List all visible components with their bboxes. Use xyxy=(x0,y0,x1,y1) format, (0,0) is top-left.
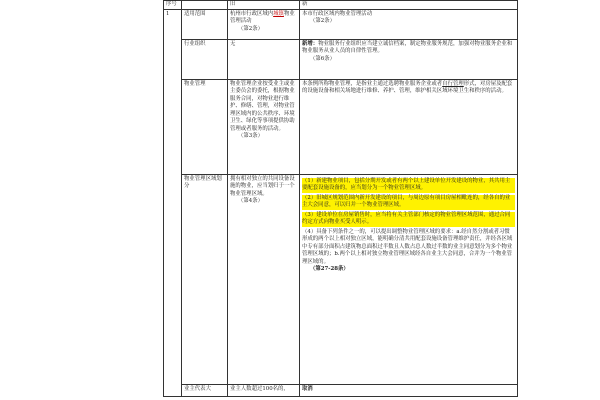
old-ref: （第4条） xyxy=(238,198,263,204)
row-item: 行业组织 xyxy=(182,39,228,79)
new-cell xyxy=(300,174,518,384)
row-number: 1 xyxy=(164,9,182,396)
table-row xyxy=(164,79,518,174)
old-text: 杭州市行政区域内城镇物业管理活动 xyxy=(230,10,295,24)
old-text: 业主人数超过100名的， xyxy=(230,385,289,392)
header-new: 新 xyxy=(300,1,518,10)
row-item: 物业管理 xyxy=(182,79,228,174)
new-cell xyxy=(300,9,518,39)
old-text: 无 xyxy=(230,40,236,47)
new-cell xyxy=(300,39,518,79)
new-cell xyxy=(300,384,518,396)
old-cell xyxy=(228,174,300,384)
new-ref: （第6条） xyxy=(310,55,335,62)
row-item: 业主代表大 xyxy=(182,384,228,396)
new-block-1: （1）新建物业项目，包括分期开发或者有两个以上建设单位开发建设的物业，其共用主要配套设施设备的，应当划分为一个物业管理区域。 xyxy=(302,178,515,193)
old-cell xyxy=(228,79,300,174)
header-item xyxy=(182,1,228,10)
table-row xyxy=(164,174,518,384)
table-header-row xyxy=(164,1,518,10)
new-text: 本市行政区域内物业管理活动 xyxy=(302,10,373,17)
table-row xyxy=(164,9,518,39)
table-row xyxy=(164,39,518,79)
row-item: 适用范围 xyxy=(182,9,228,39)
new-ref: （第27-28条） xyxy=(310,266,349,272)
new-text: 本条例所称物业管理，是指业主通过选聘物业服务企业或者自行管理形式，对房屋及配套的设施设备和相关场地进行维修、养护、管理，维护相关区域环境卫生和秩序的活动。 xyxy=(302,80,513,94)
table-row xyxy=(164,384,518,396)
old-cell xyxy=(228,384,300,396)
new-cell xyxy=(300,79,518,174)
new-block-2: （2）旧城区规划范围内新开发建设的项目，与周边原有项目房屋相毗连的，经各自的业主大会同意，可以归并一个物业管理区域。 xyxy=(302,195,515,210)
old-ref: （第3条） xyxy=(238,133,263,139)
old-cell xyxy=(228,39,300,79)
new-text: 取消 xyxy=(302,385,313,392)
row-item: 物业管理区域划分 xyxy=(182,174,228,384)
new-text-body: 物业服务行业组织应当建立诚信档案，制定物业服务规范，加强对物业服务企业和物业服务从业人员的自律性管理。 xyxy=(302,40,513,54)
new-tag: 新增： xyxy=(302,40,319,47)
old-cell xyxy=(228,9,300,39)
new-text xyxy=(302,41,515,56)
old-text: 物业管理企业按受业主或业主委员会的委托，根据物业服务合同，对物业进行维护、修缮、管理，对物业管理区域内的公共秩序、环境卫生、绿化等事项提供协助管理或者服务的活动。 xyxy=(230,80,295,132)
new-ref: （第2条） xyxy=(310,18,335,24)
header-no: 序号 xyxy=(164,1,182,10)
new-block-3: （3）建设单位在房屋销售时，应当将有关主管部门核定的物业管理区域范围，通过合同约定方式向物业买受人明示。 xyxy=(302,212,515,227)
old-ref: （第2条） xyxy=(238,25,263,32)
old-text: 拥有相对独立的共同设备设施的物业，应当划归于一个物业管理区域。 xyxy=(230,175,295,197)
new-block-4: （4）具备下列条件之一的，可以提出调整物业管理区域的要求：a.经自然分割或者习惯形成的两个以上相对独立区域，能明确分清共用配套设施设备管理维护责任，并经各区域中专有部分面积占建筑物总面积过半数且人数占总人数过半数的业主同意划分为多个物业管理区域的；b.两个以上相对独立物业管理区域经各自业主大会同意，合并为一个物业管理区域的。 xyxy=(302,228,513,265)
comparison-table xyxy=(163,0,518,397)
header-old: 旧 xyxy=(228,1,300,10)
